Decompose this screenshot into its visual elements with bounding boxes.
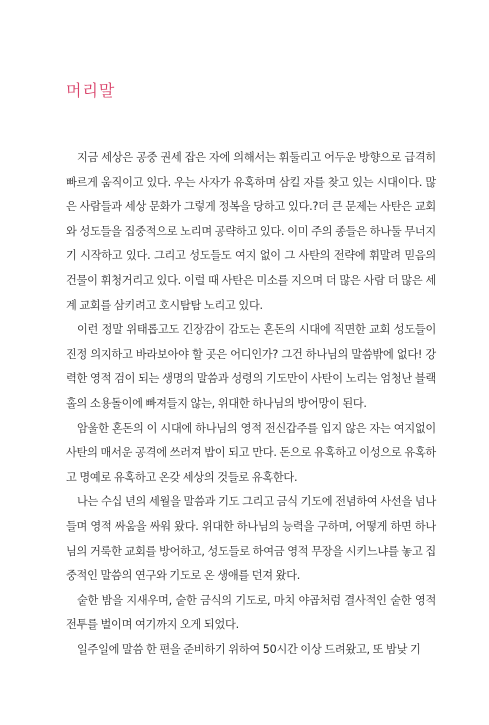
paragraph: 지금 세상은 공중 권세 잡은 자에 의해서는 휘둘리고 어두운 방향으로 급격히 빠르게 움직이고 있다. 우는 사자가 유혹하며 삼킬 자를 찾고 있는 시대이다. 많은 사람들과 세상 문화가 그렇게 정복을 당하고 있다.?더 큰 문제는 사탄은 교회와 성도들을 집중적으로 노리며 공략하고 있다. 이미 주의 종들은 하나둘 무너지기 시작하고 있다. 그리고 성도들도 여지 없이 그 사탄의 전략에 휘말려 믿음의 건물이 휘청거리고 있다. 이럴 때 사탄은 미소를 지으며 더 많은 사람 더 많은 세계 교회를 삼키려고 호시탐탐 노리고 있다. [66, 151, 436, 312]
paragraph: 일주일에 말씀 한 편을 준비하기 위하여 50시간 이상 드려왔고, 또 밤낮 기 [77, 642, 421, 656]
preface-heading: 머리말 [66, 81, 116, 100]
paragraph: 나는 수십 년의 세월을 말씀과 기도 그리고 금식 기도에 전념하여 사선을 넘나들며 영적 싸움을 싸워 왔다. 위대한 하나님의 능력을 구하며, 어떻게 하면 하나님의 거룩한 교회를 방어하고, 성도들로 하여금 영적 무장을 시키느냐를 놓고 집중적인 말씀의 연구와 기도로 온 생애를 던져 왔다. [66, 495, 436, 583]
paragraph: 이런 정말 위태롭고도 긴장감이 감도는 혼돈의 시대에 직면한 교회 성도들이 진정 의지하고 바라보아야 할 곳은 어디인가? 그건 하나님의 말씀밖에 없다! 강력한 영적 검이 되는 생명의 말씀과 성령의 기도만이 사탄이 노리는 엄청난 블랙홀의 소용돌이에 빠져들지 않는, 위대한 하나님의 방어망이 된다. [66, 323, 436, 410]
paragraph: 암울한 혼돈의 이 시대에 하나님의 영적 전신갑주를 입지 않은 자는 여지없이 사탄의 매서운 공격에 쓰러져 밥이 되고 만다. 돈으로 유혹하고 이성으로 유혹하고 명예로 유혹하고 온갖 세상의 것들로 유혹한다. [66, 421, 436, 484]
preface-body [66, 146, 436, 662]
paragraph: 숱한 밤을 지새우며, 숱한 금식의 기도로, 마치 야곱처럼 결사적인 숱한 영적 전투를 벌이며 여기까지 오게 되었다. [66, 593, 436, 632]
